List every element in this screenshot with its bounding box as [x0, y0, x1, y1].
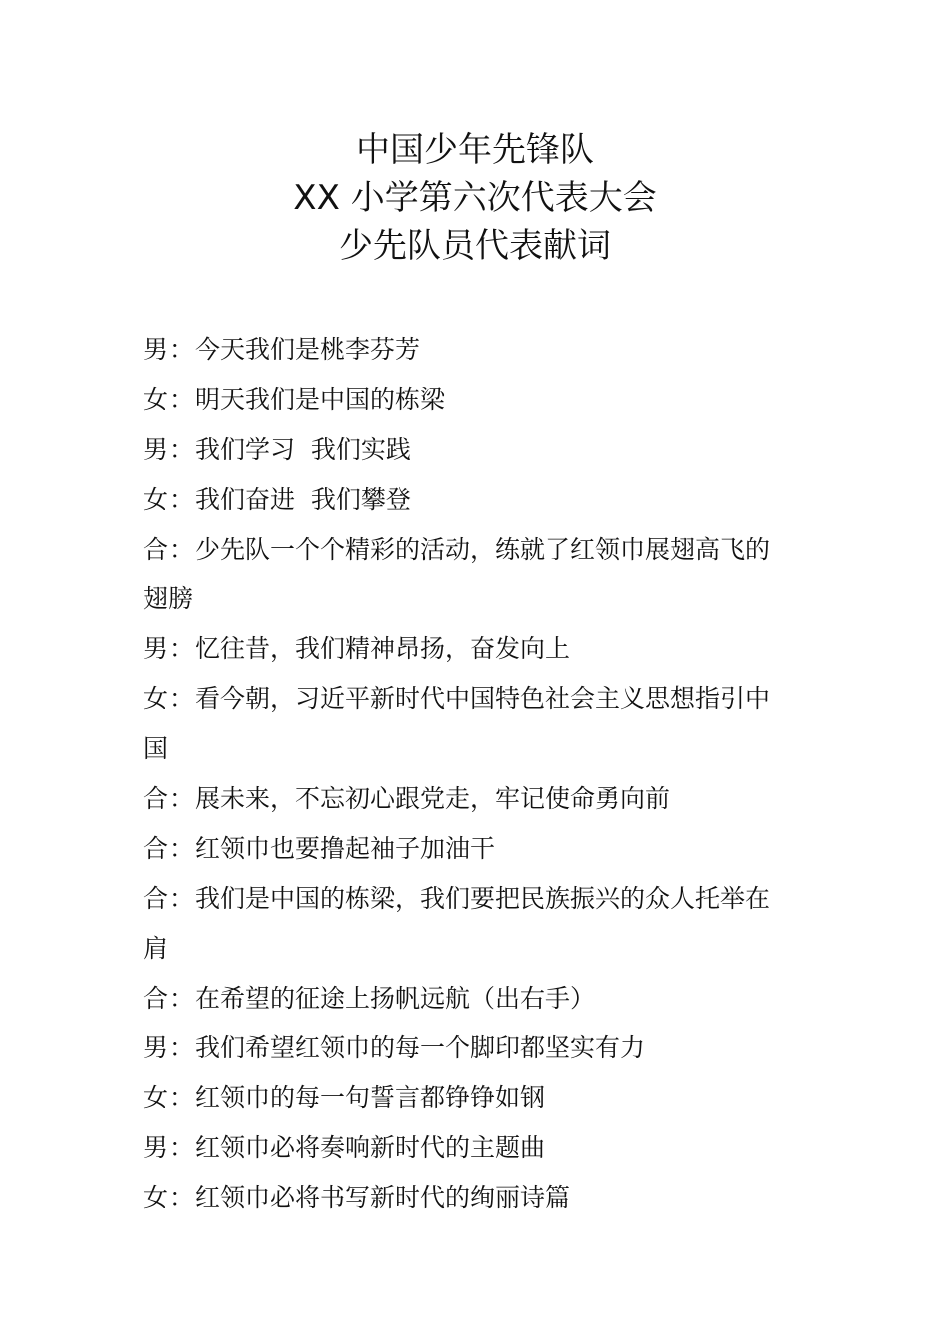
speaker-separator: ：: [169, 534, 195, 564]
speaker-label: 女: [143, 1183, 169, 1213]
line-text: 看今朝，习近平新时代中国特色社会主义思想指引中: [195, 684, 771, 714]
title-line-org: 中国少年先锋队: [356, 130, 594, 170]
line-text: 红领巾必将奏响新时代的主题曲: [195, 1133, 546, 1163]
line-text: 我们学习 我们实践: [195, 434, 411, 464]
speaker-label: 合: [143, 983, 169, 1013]
recitation-lines: [143, 325, 813, 1223]
recitation-line: [143, 375, 813, 425]
speaker-label: 男: [143, 1133, 169, 1163]
speaker-separator: ：: [169, 634, 195, 664]
speaker-separator: ：: [169, 484, 195, 514]
title-line-event: XX 小学第六次代表大会: [293, 178, 657, 218]
recitation-line: [143, 1023, 813, 1073]
speaker-separator: ：: [169, 1183, 195, 1213]
recitation-line: [143, 1173, 813, 1223]
recitation-line: [143, 574, 813, 624]
recitation-line: [143, 624, 813, 674]
line-text: 我们奋进 我们攀登: [195, 484, 411, 514]
recitation-line: [143, 924, 813, 974]
line-text: 红领巾的每一句誓言都铮铮如钢: [195, 1083, 546, 1113]
line-text: 翅膀: [143, 584, 194, 614]
speaker-label: 男: [143, 1033, 169, 1063]
line-text: 在希望的征途上扬帆远航（出右手）: [195, 983, 596, 1013]
recitation-line: [143, 874, 813, 924]
line-text: 今天我们是桃李芬芳: [195, 335, 421, 364]
speaker-label: 合: [143, 883, 169, 913]
speaker-label: 女: [143, 384, 169, 414]
line-text: 明天我们是中国的栋梁: [195, 384, 446, 414]
speaker-label: 女: [143, 1083, 169, 1113]
recitation-line: [143, 824, 813, 874]
speaker-label: 合: [143, 534, 169, 564]
recitation-line: [143, 674, 813, 724]
line-text: 红领巾也要撸起袖子加油干: [195, 833, 496, 863]
recitation-line: [143, 525, 813, 575]
speaker-separator: ：: [169, 384, 195, 414]
recitation-line: [143, 475, 813, 525]
speaker-separator: ：: [169, 1133, 195, 1163]
line-text: 国: [143, 734, 169, 764]
speaker-separator: ：: [169, 684, 195, 714]
recitation-line: [143, 1073, 813, 1123]
speaker-label: 合: [143, 784, 169, 814]
line-text: 红领巾必将书写新时代的绚丽诗篇: [195, 1183, 571, 1213]
document-title: [0, 126, 950, 270]
speaker-label: 男: [143, 335, 169, 364]
speaker-separator: ：: [169, 335, 195, 364]
speaker-separator: ：: [169, 1033, 195, 1063]
speaker-separator: ：: [169, 883, 195, 913]
speaker-label: 女: [143, 484, 169, 514]
speaker-separator: ：: [169, 983, 195, 1013]
recitation-line: [143, 774, 813, 824]
line-text: 我们希望红领巾的每一个脚印都坚实有力: [195, 1033, 646, 1063]
speaker-label: 男: [143, 434, 169, 464]
title-line-subject: 少先队员代表献词: [339, 226, 611, 266]
line-text: 肩: [143, 933, 169, 963]
speaker-label: 女: [143, 684, 169, 714]
line-text: 展未来，不忘初心跟党走，牢记使命勇向前: [195, 784, 671, 814]
recitation-line: [143, 974, 813, 1024]
speaker-separator: ：: [169, 434, 195, 464]
speaker-label: 男: [143, 634, 169, 664]
speaker-separator: ：: [169, 784, 195, 814]
recitation-line: [143, 724, 813, 774]
speaker-separator: ：: [169, 833, 195, 863]
recitation-line: [143, 425, 813, 475]
line-text: 少先队一个个精彩的活动，练就了红领巾展翅高飞的: [195, 534, 771, 564]
speaker-label: 合: [143, 833, 169, 863]
line-text: 我们是中国的栋梁，我们要把民族振兴的众人托举在: [195, 883, 771, 913]
speaker-separator: ：: [169, 1083, 195, 1113]
recitation-line: [143, 325, 813, 375]
line-text: 忆往昔，我们精神昂扬，奋发向上: [195, 634, 571, 664]
recitation-line: [143, 1123, 813, 1173]
